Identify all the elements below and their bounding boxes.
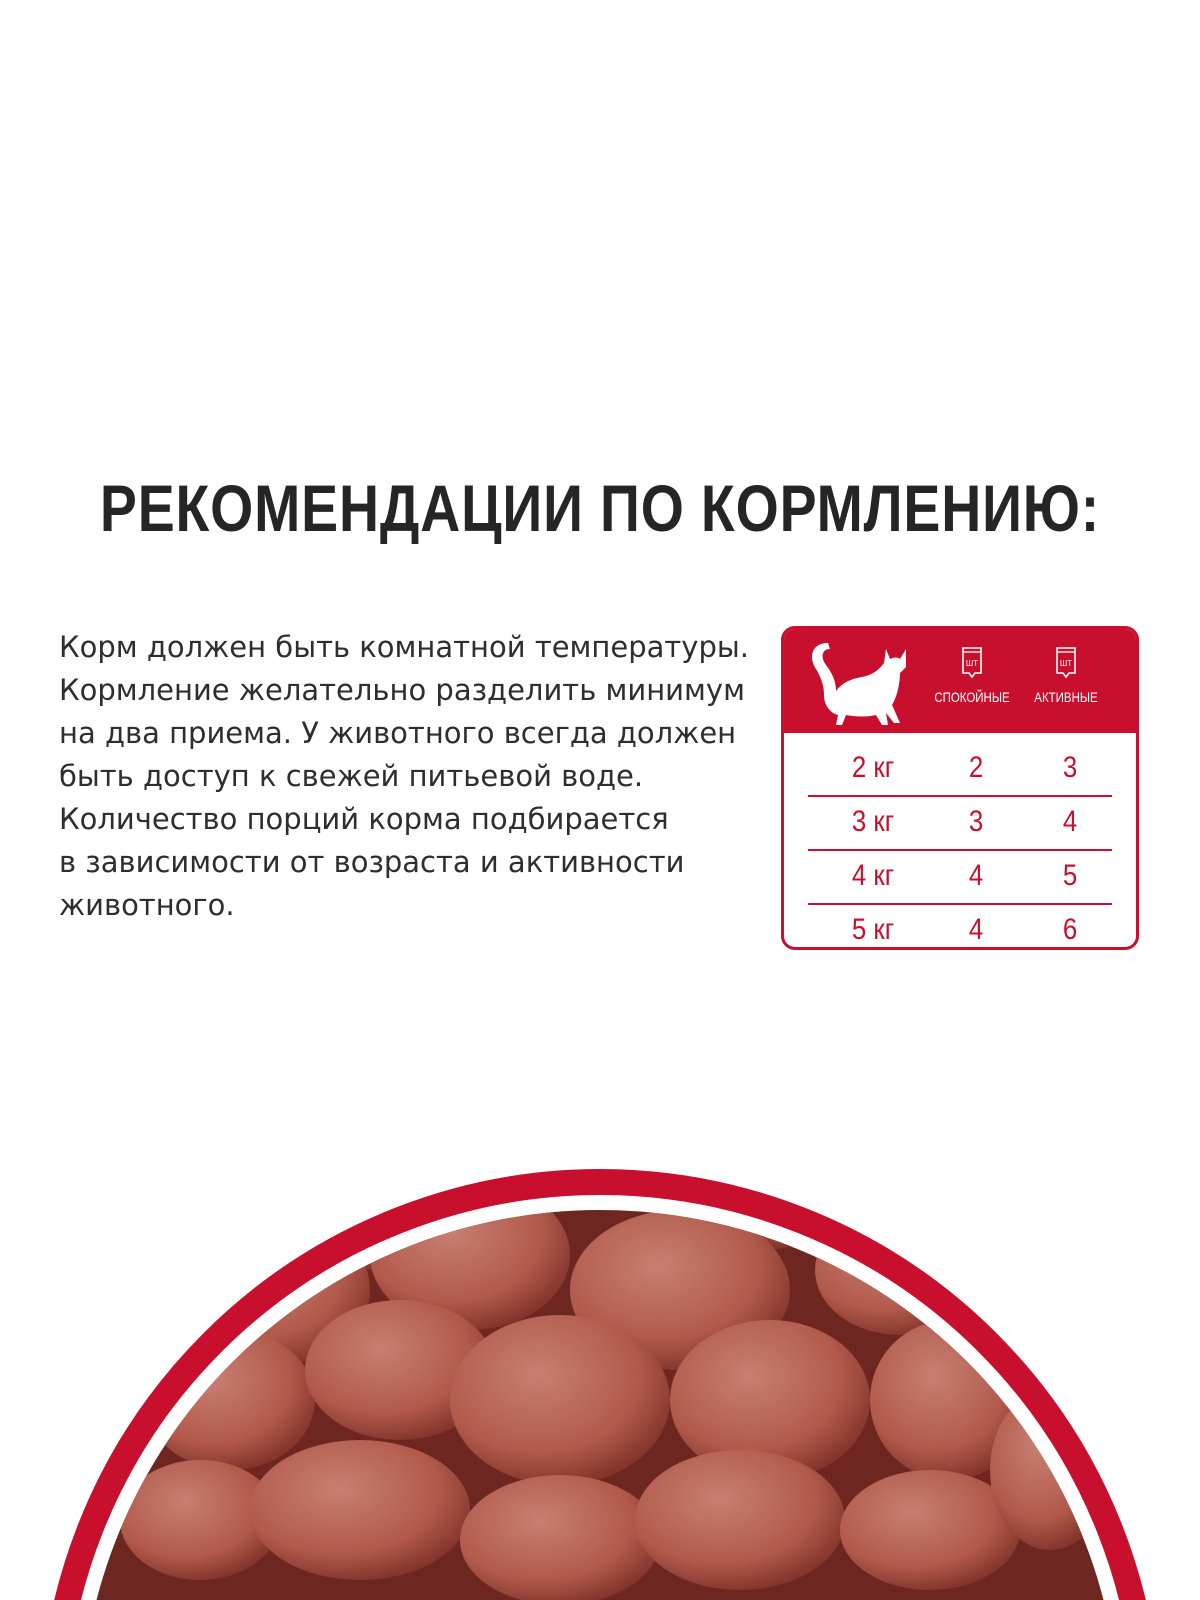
weight-cell: 4 кг [851, 859, 895, 892]
calm-cell: 4 [968, 913, 984, 946]
food-bowl-illustration [0, 1040, 1200, 1600]
feeding-table-header [784, 629, 1136, 733]
pouch-unit: ШТ [1059, 659, 1073, 668]
description-line: животного. [59, 888, 235, 922]
calm-cell: 2 [968, 751, 984, 784]
table-row [808, 795, 1112, 851]
table-row [808, 903, 1112, 950]
page-heading: РЕКОМЕНДАЦИИ ПО КОРМЛЕНИЮ: [99, 471, 1101, 545]
food-photo [0, 1040, 1200, 1600]
description-line: Количество порций корма подбирается [59, 802, 669, 836]
table-row [808, 849, 1112, 905]
weight-cell: 3 кг [851, 805, 895, 838]
weight-cell: 5 кг [851, 913, 895, 946]
calm-cell: 3 [968, 805, 984, 838]
calm-cell: 4 [968, 859, 984, 892]
description-line: на два приема. У животного всегда должен [59, 716, 737, 750]
weight-cell: 2 кг [851, 751, 895, 784]
active-cell: 5 [1062, 859, 1078, 892]
active-cell: 4 [1062, 805, 1078, 838]
description-line: быть доступ к свежей питьевой воде. [59, 759, 644, 793]
feeding-table [781, 626, 1139, 950]
column-active [1018, 645, 1114, 705]
description-line: в зависимости от возраста и активности [59, 845, 685, 879]
food-chunks [0, 1090, 1200, 1600]
active-cell: 3 [1062, 751, 1078, 784]
cat-icon [802, 635, 914, 729]
pouch-icon [960, 645, 984, 679]
column-label-active: АКТИВНЫЕ [1034, 689, 1098, 705]
column-calm [924, 645, 1020, 705]
pouch-icon [1054, 645, 1078, 679]
pouch-unit: ШТ [965, 659, 979, 668]
description-line: Кормление желательно разделить минимум [59, 673, 745, 707]
table-row [808, 741, 1112, 797]
feeding-description [59, 626, 759, 927]
description-line: Корм должен быть комнатной температуры. [59, 630, 749, 664]
column-label-calm: СПОКОЙНЫЕ [934, 689, 1010, 705]
active-cell: 6 [1062, 913, 1078, 946]
